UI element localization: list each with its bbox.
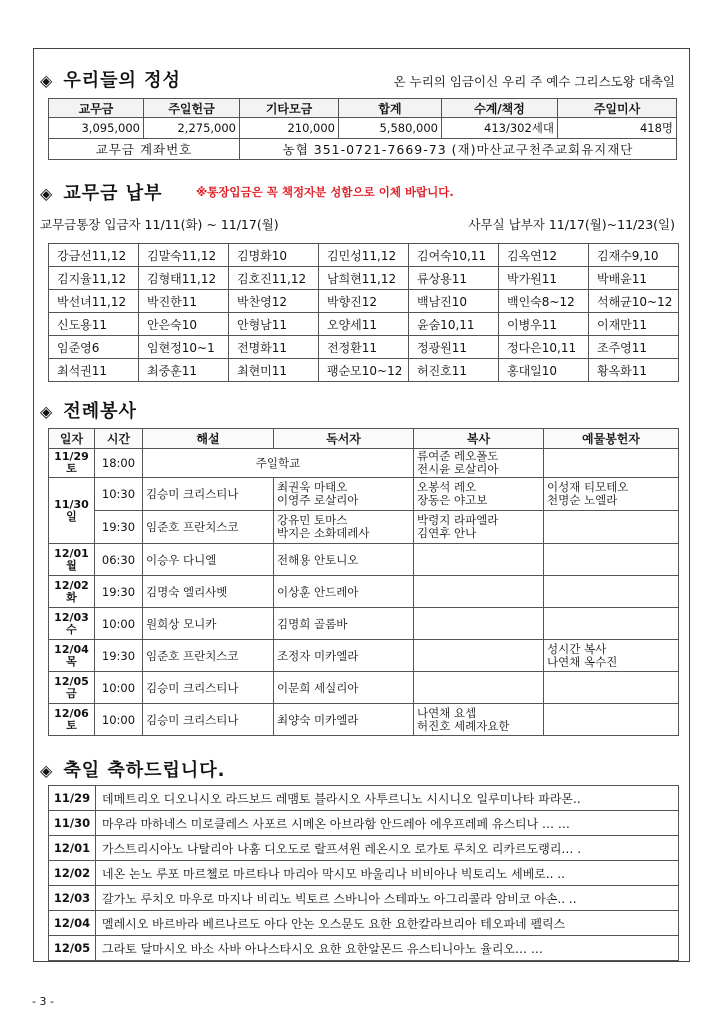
server-name: 오봉석 레오 <box>417 480 477 494</box>
finance-value: 2,275,000 <box>144 118 240 139</box>
date-text: 12/05 <box>54 674 89 688</box>
payer-cell: 박향진12 <box>319 290 409 313</box>
liturgy-row <box>49 449 679 478</box>
payer-cell: 김재수9,10 <box>589 244 679 267</box>
feast-date: 12/02 <box>49 861 96 886</box>
feast-day-table <box>48 785 679 961</box>
server-name: 허진호 세례자요한 <box>417 718 510 733</box>
feast-row <box>49 936 679 961</box>
section1-heading <box>40 66 181 92</box>
time-cell: 10:00 <box>95 704 143 736</box>
payer-cell: 홍대일10 <box>499 359 589 382</box>
finance-value: 418명 <box>558 118 677 139</box>
reader-cell <box>274 511 414 544</box>
commentator-cell: 김명숙 엘리사벳 <box>143 576 274 608</box>
payer-cell: 전명화11 <box>229 336 319 359</box>
liturgy-row <box>49 478 679 511</box>
offering-cell <box>544 608 679 640</box>
offering-cell <box>544 449 679 478</box>
payer-cell: 백남진10 <box>409 290 499 313</box>
finance-header: 기타모금 <box>240 99 339 118</box>
date-cell <box>49 704 95 736</box>
payer-cell: 김옥연12 <box>499 244 589 267</box>
finance-header: 합계 <box>339 99 442 118</box>
liturgy-row <box>49 640 679 672</box>
weekday-text: 일 <box>66 509 77 523</box>
payer-cell: 팽순모10~12 <box>319 359 409 382</box>
server-name: 박령지 라파엘라 <box>417 513 499 527</box>
account-label: 교무금 계좌번호 <box>49 139 240 160</box>
reader-cell: 이상훈 안드레아 <box>274 576 414 608</box>
feast-names: 그라토 달마시오 바소 사바 아나스타시오 요한 요한알몬드 유스티니아노 율리오… … <box>96 936 679 961</box>
payer-cell: 김여숙10,11 <box>409 244 499 267</box>
office-payer-note: 사무실 납부자 11/17(월)~11/23(일) <box>468 217 675 232</box>
server-cell <box>414 449 544 478</box>
feast-date: 11/30 <box>49 811 96 836</box>
section1-subtitle: 온 누리의 임금이신 우리 주 예수 그리스도왕 대축일 <box>393 74 675 89</box>
date-text: 12/02 <box>54 578 89 592</box>
date-text: 12/01 <box>54 546 89 560</box>
date-cell <box>49 544 95 576</box>
section4-title: 축일 축하드립니다. <box>63 760 226 781</box>
payer-cell: 조주영11 <box>589 336 679 359</box>
finance-value: 210,000 <box>240 118 339 139</box>
feast-row <box>49 911 679 936</box>
payer-cell: 최석권11 <box>49 359 139 382</box>
liturgy-header: 복사 <box>414 429 544 449</box>
offering-cell <box>544 672 679 704</box>
server-cell <box>414 640 544 672</box>
feast-row <box>49 886 679 911</box>
section3-heading <box>40 397 137 423</box>
server-cell <box>414 576 544 608</box>
payer-cell: 최현미11 <box>229 359 319 382</box>
payer-cell: 임현정10~1 <box>139 336 229 359</box>
reader-cell: 이문희 세실리아 <box>274 672 414 704</box>
offering-cell <box>544 544 679 576</box>
weekday-text: 토 <box>66 462 77 475</box>
finance-header: 교무금 <box>49 99 144 118</box>
feast-date: 12/01 <box>49 836 96 861</box>
feast-date: 12/03 <box>49 886 96 911</box>
payer-cell: 신도용11 <box>49 313 139 336</box>
finance-header: 주일미사 <box>558 99 677 118</box>
weekday-text: 금 <box>66 686 77 700</box>
diamond-icon: ◈ <box>40 402 54 421</box>
offering-name: 나연채 옥수진 <box>547 654 618 669</box>
commentator-cell: 이승우 다니엘 <box>143 544 274 576</box>
finance-value: 5,580,000 <box>339 118 442 139</box>
section3-title: 전례봉사 <box>63 401 137 422</box>
date-cell <box>49 576 95 608</box>
time-cell: 19:30 <box>95 640 143 672</box>
offering-cell <box>544 478 679 511</box>
payer-cell: 이병우11 <box>499 313 589 336</box>
feast-row <box>49 836 679 861</box>
finance-header-row <box>49 99 677 118</box>
time-cell: 06:30 <box>95 544 143 576</box>
merged-cell: 주일학교 <box>143 449 414 478</box>
time-cell: 19:30 <box>95 511 143 544</box>
time-cell: 19:30 <box>95 576 143 608</box>
time-cell: 18:00 <box>95 449 143 478</box>
feast-date: 12/05 <box>49 936 96 961</box>
liturgy-row <box>49 608 679 640</box>
server-name: 장동은 야고보 <box>417 493 488 507</box>
payer-cell: 윤숨10,11 <box>409 313 499 336</box>
server-name: 전시윤 로살리아 <box>417 462 499 476</box>
payer-row <box>49 290 679 313</box>
feast-names: 네온 논노 루포 마르첼로 마르타나 마리아 막시모 바울리나 비비아나 빅토리노 세베로.. .. <box>96 861 679 886</box>
payer-cell: 정광원11 <box>409 336 499 359</box>
date-text: 12/03 <box>54 610 89 624</box>
payer-cell: 남희현11,12 <box>319 267 409 290</box>
offering-name: 성시간 복사 <box>547 641 607 656</box>
payer-cell: 최중훈11 <box>139 359 229 382</box>
payer-cell: 이재만11 <box>589 313 679 336</box>
date-text: 11/30 <box>54 497 89 511</box>
commentator-cell: 임준호 프란치스코 <box>143 511 274 544</box>
liturgy-header: 예물봉헌자 <box>544 429 679 449</box>
payer-cell: 전정환11 <box>319 336 409 359</box>
commentator-cell: 원희상 모니카 <box>143 608 274 640</box>
section1-title: 우리들의 정성 <box>63 70 181 91</box>
bank-payer-note: 교무금통장 입금자 11/11(화) ~ 11/17(월) <box>40 217 279 232</box>
section4-heading <box>40 756 226 782</box>
payer-cell: 박배윤11 <box>589 267 679 290</box>
liturgy-header: 해설 <box>143 429 274 449</box>
finance-header: 주일헌금 <box>144 99 240 118</box>
reader-name: 강유민 토마스 <box>277 513 348 527</box>
payer-cell: 김호진11,12 <box>229 267 319 290</box>
date-cell <box>49 449 95 478</box>
payer-cell: 김말숙11,12 <box>139 244 229 267</box>
weekday-text: 월 <box>66 558 77 572</box>
finance-table <box>48 98 677 160</box>
time-cell: 10:00 <box>95 608 143 640</box>
offering-name: 천명순 노엘라 <box>547 493 618 507</box>
account-value: 농협 351-0721-7669-73 (재)마산교구천주교회유지재단 <box>240 139 677 160</box>
date-text: 12/04 <box>54 642 89 656</box>
payer-cell: 박찬영12 <box>229 290 319 313</box>
commentator-cell: 김승미 크리스티나 <box>143 704 274 736</box>
commentator-cell: 임준호 프란치스코 <box>143 640 274 672</box>
commentator-cell: 김승미 크리스티나 <box>143 478 274 511</box>
account-row <box>49 139 677 160</box>
liturgy-header-row <box>49 429 679 449</box>
reader-name: 박지은 소화데레사 <box>277 526 370 540</box>
reader-cell: 전해용 안토니오 <box>274 544 414 576</box>
weekday-text: 목 <box>66 654 77 668</box>
payer-cell: 박진한11 <box>139 290 229 313</box>
liturgy-row <box>49 576 679 608</box>
time-cell: 10:30 <box>95 478 143 511</box>
payer-cell: 강금선11,12 <box>49 244 139 267</box>
payer-cell: 김명화10 <box>229 244 319 267</box>
liturgy-row <box>49 704 679 736</box>
server-cell <box>414 608 544 640</box>
offering-name: 이성재 티모테오 <box>547 480 629 494</box>
server-cell <box>414 704 544 736</box>
payer-table <box>48 243 679 382</box>
liturgy-header: 시간 <box>95 429 143 449</box>
section2-title: 교무금 납부 <box>63 183 163 204</box>
server-cell <box>414 672 544 704</box>
finance-value-row <box>49 118 677 139</box>
date-cell <box>49 608 95 640</box>
payer-row <box>49 359 679 382</box>
liturgy-header: 일자 <box>49 429 95 449</box>
payer-cell: 임준영6 <box>49 336 139 359</box>
payer-cell: 김지율11,12 <box>49 267 139 290</box>
payer-cell: 황옥화11 <box>589 359 679 382</box>
liturgy-header: 독서자 <box>274 429 414 449</box>
payer-cell: 허진호11 <box>409 359 499 382</box>
payer-row <box>49 313 679 336</box>
feast-row <box>49 861 679 886</box>
date-cell <box>49 640 95 672</box>
payer-cell: 박선녀11,12 <box>49 290 139 313</box>
reader-name: 최권욱 마태오 <box>277 480 348 494</box>
server-name: 류여준 레오폴도 <box>417 449 499 463</box>
server-name: 나연채 요셉 <box>417 705 477 720</box>
feast-names: 가스트리시아노 나탈리아 나훔 디오도로 랄프셔윈 레온시오 로가토 루치오 리카르도랭리… . <box>96 836 679 861</box>
payer-cell: 백인숙8~12 <box>499 290 589 313</box>
finance-value: 413/302세대 <box>442 118 558 139</box>
server-name: 김연후 안나 <box>417 526 477 540</box>
payer-row <box>49 336 679 359</box>
liturgy-row <box>49 672 679 704</box>
date-cell <box>49 478 95 544</box>
payer-row <box>49 244 679 267</box>
page-number: - 3 - <box>32 995 54 1008</box>
payer-cell: 김민성11,12 <box>319 244 409 267</box>
date-text: 11/29 <box>54 450 89 463</box>
payer-cell: 박가원11 <box>499 267 589 290</box>
liturgy-table <box>48 428 679 736</box>
payer-cell: 김형태11,12 <box>139 267 229 290</box>
feast-date: 12/04 <box>49 911 96 936</box>
server-cell <box>414 511 544 544</box>
offering-cell <box>544 576 679 608</box>
reader-cell <box>274 478 414 511</box>
reader-cell: 조정자 미카엘라 <box>274 640 414 672</box>
reader-name: 이영주 로살리아 <box>277 493 359 507</box>
payer-cell: 안형남11 <box>229 313 319 336</box>
server-cell <box>414 544 544 576</box>
section2-heading <box>40 179 163 205</box>
payer-cell: 류상용11 <box>409 267 499 290</box>
payer-cell: 정다은10,11 <box>499 336 589 359</box>
finance-value: 3,095,000 <box>49 118 144 139</box>
feast-names: 갈가노 루치오 마우로 마지나 비리노 빅토르 스바니아 스테파노 아그리콜라 암비코 아손.. .. <box>96 886 679 911</box>
feast-date: 11/29 <box>49 786 96 811</box>
reader-cell: 최양숙 미카엘라 <box>274 704 414 736</box>
offering-cell <box>544 640 679 672</box>
payment-notice: ※통장입금은 꼭 책정자분 성함으로 이체 바랍니다. <box>196 185 454 199</box>
offering-cell <box>544 704 679 736</box>
server-cell <box>414 478 544 511</box>
liturgy-row <box>49 511 679 544</box>
reader-cell: 김명희 골롬바 <box>274 608 414 640</box>
feast-names: 마우라 마하네스 미로클레스 사포르 시메온 아브라함 안드레아 에우프레페 유스티나 … … <box>96 811 679 836</box>
payer-cell: 석해균10~12 <box>589 290 679 313</box>
weekday-text: 수 <box>66 622 77 636</box>
diamond-icon: ◈ <box>40 184 54 203</box>
liturgy-row <box>49 544 679 576</box>
weekday-text: 화 <box>66 590 77 604</box>
diamond-icon: ◈ <box>40 761 54 780</box>
payer-cell: 안은숙10 <box>139 313 229 336</box>
date-text: 12/06 <box>54 706 89 720</box>
feast-row <box>49 786 679 811</box>
feast-names: 데메트리오 디오니시오 라드보드 레맴토 블라시오 사투르니노 시시니오 일루미나타 파라몬.. <box>96 786 679 811</box>
time-cell: 10:00 <box>95 672 143 704</box>
feast-row <box>49 811 679 836</box>
payer-row <box>49 267 679 290</box>
payer-cell: 오양세11 <box>319 313 409 336</box>
date-cell <box>49 672 95 704</box>
weekday-text: 토 <box>66 718 77 732</box>
commentator-cell: 김승미 크리스티나 <box>143 672 274 704</box>
offering-cell <box>544 511 679 544</box>
diamond-icon: ◈ <box>40 71 54 90</box>
feast-names: 멜레시오 바르바라 베르나르도 아다 안논 오스문도 요한 요한칼라브리아 테오파네 펠릭스 <box>96 911 679 936</box>
finance-header: 수계/책정 <box>442 99 558 118</box>
